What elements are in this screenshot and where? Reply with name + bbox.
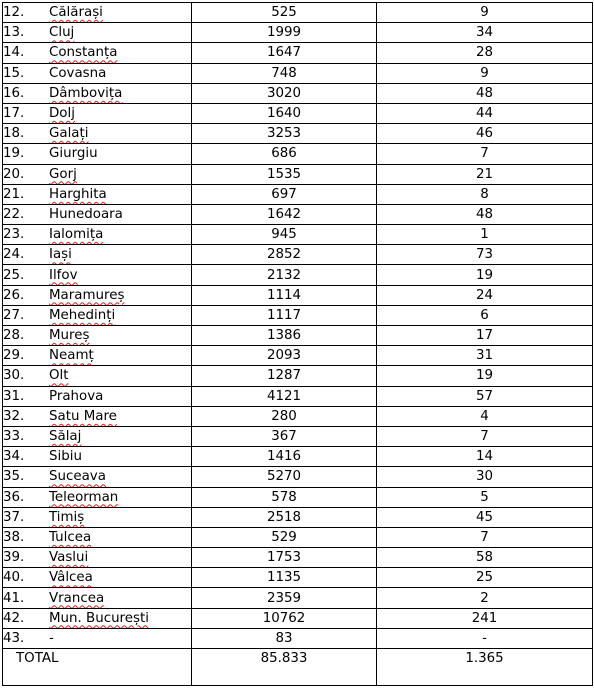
county-cell bbox=[3, 103, 192, 123]
value-1-cell: 83 bbox=[192, 628, 377, 648]
row-number: 21. bbox=[3, 186, 25, 202]
county-name: - bbox=[49, 630, 54, 646]
table-row bbox=[3, 588, 593, 608]
value-2-cell: 28 bbox=[377, 43, 593, 63]
county-name: Cluj bbox=[49, 25, 75, 41]
table-row bbox=[3, 467, 593, 487]
row-number: 12. bbox=[3, 5, 25, 21]
county-name: Satu Mare bbox=[49, 408, 117, 424]
table-row bbox=[3, 447, 593, 467]
county-name: Covasna bbox=[49, 65, 107, 81]
value-2-cell: 21 bbox=[377, 164, 593, 184]
value-2-cell: 7 bbox=[377, 527, 593, 547]
row-number: 26. bbox=[3, 287, 25, 303]
county-cell bbox=[3, 43, 192, 63]
value-1-cell: 578 bbox=[192, 487, 377, 507]
table-row bbox=[3, 386, 593, 406]
county-cell bbox=[3, 326, 192, 346]
table-row bbox=[3, 43, 593, 63]
value-2-cell: 25 bbox=[377, 568, 593, 588]
row-number: 30. bbox=[3, 368, 25, 384]
row-number: 32. bbox=[3, 408, 25, 424]
table-row bbox=[3, 305, 593, 325]
table-row bbox=[3, 144, 593, 164]
county-name: Dolj bbox=[49, 106, 75, 122]
value-1-cell: 5270 bbox=[192, 467, 377, 487]
value-1-cell: 280 bbox=[192, 406, 377, 426]
table-row bbox=[3, 326, 593, 346]
county-cell bbox=[3, 608, 192, 628]
county-name: Constanța bbox=[49, 45, 118, 61]
county-name: Ilfov bbox=[49, 267, 78, 283]
value-1-cell: 1416 bbox=[192, 447, 377, 467]
row-number: 27. bbox=[3, 307, 25, 323]
value-1-cell: 2852 bbox=[192, 245, 377, 265]
table-row bbox=[3, 507, 593, 527]
value-2-cell: 6 bbox=[377, 305, 593, 325]
total-value-2: 1.365 bbox=[377, 649, 593, 686]
row-number: 20. bbox=[3, 166, 25, 182]
table-row bbox=[3, 568, 593, 588]
county-name: Iași bbox=[49, 247, 72, 263]
total-value-1: 85.833 bbox=[192, 649, 377, 686]
table-row bbox=[3, 548, 593, 568]
table-row bbox=[3, 103, 593, 123]
county-cell bbox=[3, 225, 192, 245]
table-row bbox=[3, 265, 593, 285]
value-1-cell: 1753 bbox=[192, 548, 377, 568]
value-1-cell: 1114 bbox=[192, 285, 377, 305]
row-number: 35. bbox=[3, 469, 25, 485]
row-number: 24. bbox=[3, 247, 25, 263]
county-name: Prahova bbox=[49, 388, 104, 404]
row-number: 25. bbox=[3, 267, 25, 283]
value-2-cell: 46 bbox=[377, 124, 593, 144]
county-name: Vaslui bbox=[49, 550, 89, 566]
table-row bbox=[3, 204, 593, 224]
value-1-cell: 697 bbox=[192, 184, 377, 204]
value-1-cell: 525 bbox=[192, 3, 377, 23]
value-1-cell: 1535 bbox=[192, 164, 377, 184]
county-name: Vrancea bbox=[49, 590, 105, 606]
county-cell bbox=[3, 366, 192, 386]
county-name: Ialomița bbox=[49, 227, 104, 243]
county-name: Hunedoara bbox=[49, 206, 123, 222]
county-name: Timiș bbox=[49, 509, 85, 525]
value-1-cell: 2359 bbox=[192, 588, 377, 608]
value-2-cell: 19 bbox=[377, 366, 593, 386]
row-number: 18. bbox=[3, 126, 25, 142]
table-row bbox=[3, 184, 593, 204]
value-2-cell: 45 bbox=[377, 507, 593, 527]
county-name: Tulcea bbox=[49, 529, 92, 545]
county-cell bbox=[3, 447, 192, 467]
county-cell bbox=[3, 285, 192, 305]
table-body bbox=[3, 3, 593, 686]
county-name: Olt bbox=[49, 368, 69, 384]
county-cell bbox=[3, 386, 192, 406]
value-1-cell: 1647 bbox=[192, 43, 377, 63]
value-2-cell: 48 bbox=[377, 83, 593, 103]
county-name: Gorj bbox=[49, 166, 77, 182]
county-cell bbox=[3, 305, 192, 325]
row-number: 29. bbox=[3, 348, 25, 364]
table-row bbox=[3, 164, 593, 184]
county-cell bbox=[3, 184, 192, 204]
value-2-cell: 9 bbox=[377, 3, 593, 23]
county-name: Teleorman bbox=[49, 489, 119, 505]
row-number: 42. bbox=[3, 610, 25, 626]
county-name: Vâlcea bbox=[49, 570, 93, 586]
value-2-cell: 241 bbox=[377, 608, 593, 628]
table-row bbox=[3, 346, 593, 366]
row-number: 40. bbox=[3, 570, 25, 586]
table-row bbox=[3, 285, 593, 305]
row-number: 22. bbox=[3, 206, 25, 222]
table-row bbox=[3, 527, 593, 547]
table-row bbox=[3, 225, 593, 245]
value-1-cell: 1287 bbox=[192, 366, 377, 386]
table-row bbox=[3, 23, 593, 43]
value-2-cell: 14 bbox=[377, 447, 593, 467]
value-1-cell: 529 bbox=[192, 527, 377, 547]
county-cell bbox=[3, 265, 192, 285]
county-cell bbox=[3, 245, 192, 265]
county-cell bbox=[3, 204, 192, 224]
county-cell bbox=[3, 507, 192, 527]
value-2-cell: 31 bbox=[377, 346, 593, 366]
value-2-cell: 17 bbox=[377, 326, 593, 346]
row-number: 19. bbox=[3, 146, 25, 162]
row-number: 16. bbox=[3, 85, 25, 101]
county-name: Neamț bbox=[49, 348, 94, 364]
county-table bbox=[2, 2, 593, 686]
table-row bbox=[3, 426, 593, 446]
county-cell bbox=[3, 568, 192, 588]
value-1-cell: 3020 bbox=[192, 83, 377, 103]
value-2-cell: - bbox=[377, 628, 593, 648]
county-cell bbox=[3, 164, 192, 184]
table-row bbox=[3, 628, 593, 648]
value-2-cell: 57 bbox=[377, 386, 593, 406]
row-number: 43. bbox=[3, 630, 25, 646]
value-1-cell: 367 bbox=[192, 426, 377, 446]
value-1-cell: 2093 bbox=[192, 346, 377, 366]
value-2-cell: 24 bbox=[377, 285, 593, 305]
value-1-cell: 3253 bbox=[192, 124, 377, 144]
table-row bbox=[3, 124, 593, 144]
table-row bbox=[3, 608, 593, 628]
table-row bbox=[3, 406, 593, 426]
value-2-cell: 4 bbox=[377, 406, 593, 426]
row-number: 14. bbox=[3, 45, 25, 61]
county-name: Mehedinți bbox=[49, 307, 116, 323]
row-number: 15. bbox=[3, 65, 25, 81]
county-name: Maramureș bbox=[49, 287, 125, 303]
county-cell bbox=[3, 124, 192, 144]
table-row bbox=[3, 3, 593, 23]
row-number: 37. bbox=[3, 509, 25, 525]
county-name: Mun. București bbox=[49, 610, 149, 626]
county-cell bbox=[3, 406, 192, 426]
county-name: Suceava bbox=[49, 469, 106, 485]
row-number: 39. bbox=[3, 550, 25, 566]
county-cell bbox=[3, 467, 192, 487]
row-number: 31. bbox=[3, 388, 25, 404]
value-1-cell: 2132 bbox=[192, 265, 377, 285]
value-1-cell: 1640 bbox=[192, 103, 377, 123]
table-row bbox=[3, 487, 593, 507]
county-name: Călărași bbox=[49, 5, 103, 21]
row-number: 38. bbox=[3, 529, 25, 545]
value-1-cell: 2518 bbox=[192, 507, 377, 527]
county-cell bbox=[3, 83, 192, 103]
value-2-cell: 30 bbox=[377, 467, 593, 487]
row-number: 28. bbox=[3, 328, 25, 344]
value-2-cell: 8 bbox=[377, 184, 593, 204]
county-cell bbox=[3, 588, 192, 608]
value-2-cell: 1 bbox=[377, 225, 593, 245]
value-2-cell: 34 bbox=[377, 23, 593, 43]
value-2-cell: 44 bbox=[377, 103, 593, 123]
value-1-cell: 10762 bbox=[192, 608, 377, 628]
county-name: Harghita bbox=[49, 186, 107, 202]
county-cell bbox=[3, 628, 192, 648]
value-1-cell: 945 bbox=[192, 225, 377, 245]
county-cell bbox=[3, 63, 192, 83]
table-row bbox=[3, 83, 593, 103]
value-1-cell: 1117 bbox=[192, 305, 377, 325]
value-2-cell: 19 bbox=[377, 265, 593, 285]
value-1-cell: 1386 bbox=[192, 326, 377, 346]
value-1-cell: 1642 bbox=[192, 204, 377, 224]
table-row bbox=[3, 245, 593, 265]
value-2-cell: 5 bbox=[377, 487, 593, 507]
total-row bbox=[3, 649, 593, 686]
county-name: Dâmbovița bbox=[49, 85, 123, 101]
table-row bbox=[3, 366, 593, 386]
value-2-cell: 73 bbox=[377, 245, 593, 265]
county-cell bbox=[3, 426, 192, 446]
county-cell bbox=[3, 487, 192, 507]
county-name: Giurgiu bbox=[49, 146, 98, 162]
county-cell bbox=[3, 144, 192, 164]
value-1-cell: 1135 bbox=[192, 568, 377, 588]
row-number: 33. bbox=[3, 429, 25, 445]
county-cell bbox=[3, 346, 192, 366]
row-number: 13. bbox=[3, 25, 25, 41]
row-number: 34. bbox=[3, 449, 25, 465]
row-number: 41. bbox=[3, 590, 25, 606]
value-1-cell: 4121 bbox=[192, 386, 377, 406]
county-name: Mureș bbox=[49, 328, 90, 344]
county-cell bbox=[3, 23, 192, 43]
county-cell bbox=[3, 548, 192, 568]
value-2-cell: 7 bbox=[377, 144, 593, 164]
row-number: 17. bbox=[3, 106, 25, 122]
total-label: TOTAL bbox=[3, 649, 192, 686]
county-cell bbox=[3, 3, 192, 23]
value-2-cell: 48 bbox=[377, 204, 593, 224]
value-1-cell: 686 bbox=[192, 144, 377, 164]
row-number: 23. bbox=[3, 227, 25, 243]
row-number: 36. bbox=[3, 489, 25, 505]
county-name: Sălaj bbox=[49, 429, 82, 445]
county-name: Sibiu bbox=[49, 449, 82, 465]
value-2-cell: 7 bbox=[377, 426, 593, 446]
value-2-cell: 2 bbox=[377, 588, 593, 608]
county-name: Galați bbox=[49, 126, 89, 142]
value-1-cell: 1999 bbox=[192, 23, 377, 43]
value-2-cell: 58 bbox=[377, 548, 593, 568]
value-2-cell: 9 bbox=[377, 63, 593, 83]
value-1-cell: 748 bbox=[192, 63, 377, 83]
county-cell bbox=[3, 527, 192, 547]
table-row bbox=[3, 63, 593, 83]
